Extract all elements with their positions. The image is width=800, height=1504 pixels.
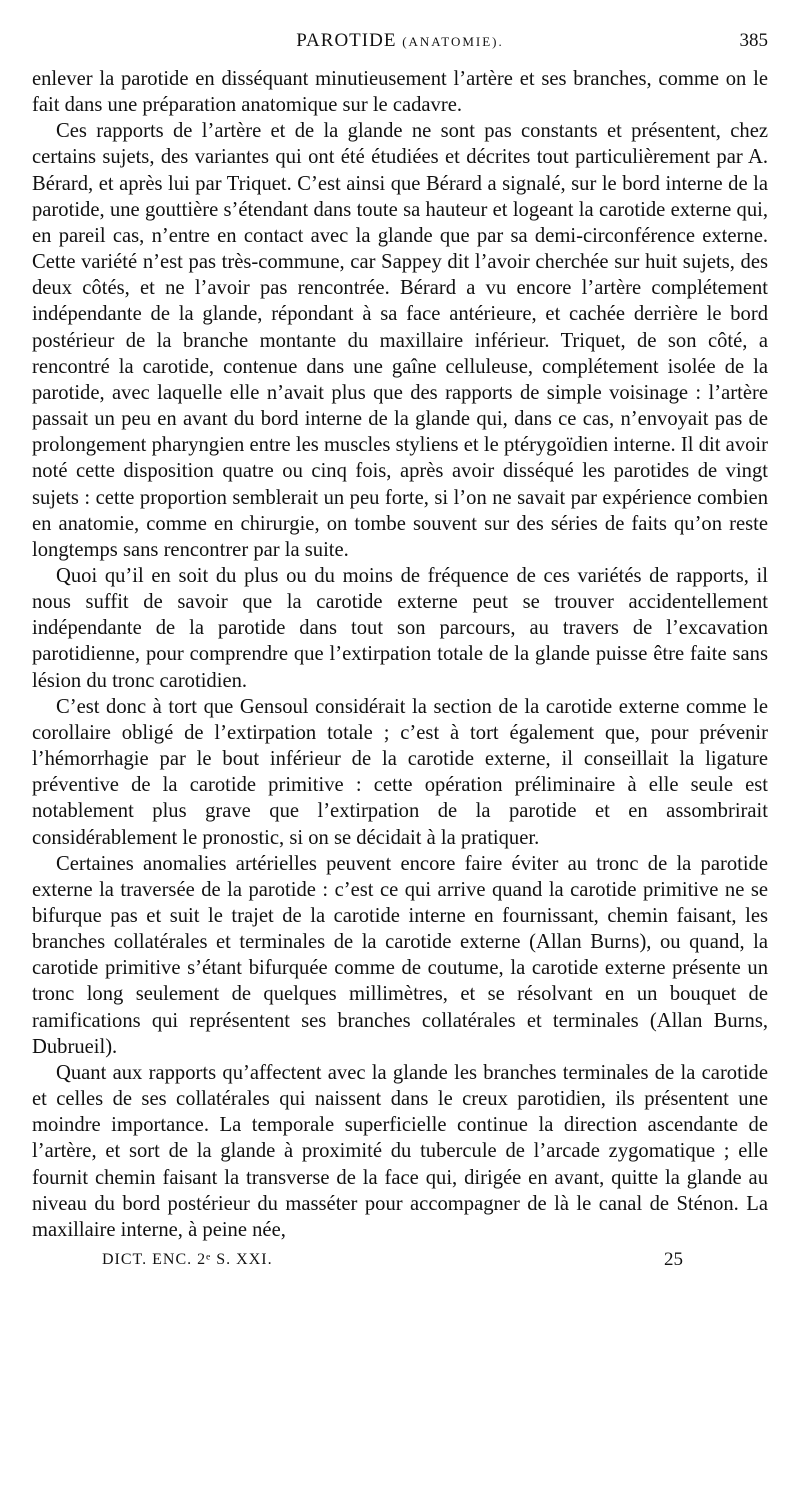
paragraph-continuation: enlever la parotide en disséquant minutieusement l’artère et ses branches, comme on le fait dans une préparation anatomique sur le cadavre. (32, 68, 768, 117)
page-number: 385 (739, 30, 768, 51)
footer-sheet-number: 25 (664, 1249, 683, 1271)
running-title (32, 30, 768, 52)
paragraph-gensoul: C’est donc à tort que Gensoul considérait la section de la carotide externe comme le corollaire obligé de l’extirpation totale ; c’est à tort également que, pour prévenir l’hémorrhagie par le bout inférieur de la carotide externe, il conseillait la ligature préventive de la carotide primitive : cette opération préliminaire à elle seule est notablement plus grave que l’extirpation de la parotide et en assombrirait considérablement le pronostic, si on se décidait à la pratiquer. (32, 695, 768, 849)
page-footer (32, 1251, 768, 1279)
paragraph-branches-terminales: Quant aux rapports qu’affectent avec la glande les branches terminales de la carotide et celles de ses collatérales qui naissent dans le creux parotidien, ils présentent une moindre importance. La temporale superficielle continue la direction ascendante de l’artère, et sort de la glande à proximité du tubercule de l’arcade zygomatique ; elle fournit chemin faisant la transverse de la face qui, dirigée en avant, quitte la glande au niveau du bord postérieur du masséter pour accompagner de là le canal de Sténon. La maxillaire interne, à peine née, (32, 1061, 768, 1241)
paragraph-rapports-variantes: Ces rapports de l’artère et de la glande ne sont pas constants et présentent, chez certains sujets, des variantes qui ont été étudiées et décrites tout particulièrement par A. Bérard, et après lui par Triquet. C’est ainsi que Bérard a signalé, sur le bord interne de la parotide, une gouttière s’étendant dans toute sa hauteur et logeant la carotide externe qui, en pareil cas, n’entre en contact avec la glande que par sa demi-circonférence externe. Cette variété n’est pas très-commune, car Sappey dit l’avoir cherchée sur huit sujets, des deux côtés, et ne l’avoir pas rencontrée. Bérard a vu encore l’artère complétement indépendante de la glande, répondant à sa face antérieure, et cachée derrière le bord postérieur de la branche montante du maxillaire inférieur. Triquet, de son côté, a rencontré la carotide, contenue dans une gaîne celluleuse, complétement isolée de la parotide, avec laquelle elle n’avait plus que des rapports de simple voisinage : l’artère passait un peu en avant du bord interne de la glande qui, dans ce cas, n’envoyait pas de prolongement pharyngien entre les muscles styliens et le ptérygoïdien interne. Il dit avoir noté cette disposition quatre ou cinq fois, après avoir disséqué les parotides de vingt sujets : cette proportion semblerait un peu forte, si l’on ne savait par expérience combien en anatomie, comme en chirurgie, on tombe souvent sur des séries de faits qu’on reste longtemps sans rencontrer par la suite. (32, 120, 768, 561)
running-title-section: (ANATOMIE). (402, 34, 504, 49)
paragraph-frequence: Quoi qu’il en soit du plus ou du moins de fréquence de ces variétés de rapports, il nous suffit de savoir que la carotide externe peut se trouver accidentellement indépendante de la parotide dans tout son parcours, au travers de l’excavation parotidienne, pour comprendre que l’extirpation totale de la glande puisse être faite sans lésion du tronc carotidien. (32, 564, 768, 692)
running-title-main: PAROTIDE (296, 30, 397, 51)
running-head (32, 30, 768, 56)
paragraph-anomalies: Certaines anomalies artérielles peuvent encore faire éviter au tronc de la parotide externe la traversée de la parotide : c’est ce qui arrive quand la carotide primitive ne se bifurque pas et suit le trajet de la carotide interne en fournissant, chemin faisant, les branches collatérales et terminales de la carotide externe (Allan Burns), ou quand, la carotide primitive s’étant bifurquée comme de coutume, la carotide externe présente un tronc long seulement de quelques millimètres, et se résolvant en un bouquet de ramifications qui représentent ses branches collatérales et terminales (Allan Burns, Dubrueil). (32, 852, 768, 1058)
footer-signature: DICT. ENC. 2ᵉ S. XXI. (102, 1251, 273, 1269)
document-page (32, 30, 768, 1279)
body-text (32, 66, 768, 1243)
